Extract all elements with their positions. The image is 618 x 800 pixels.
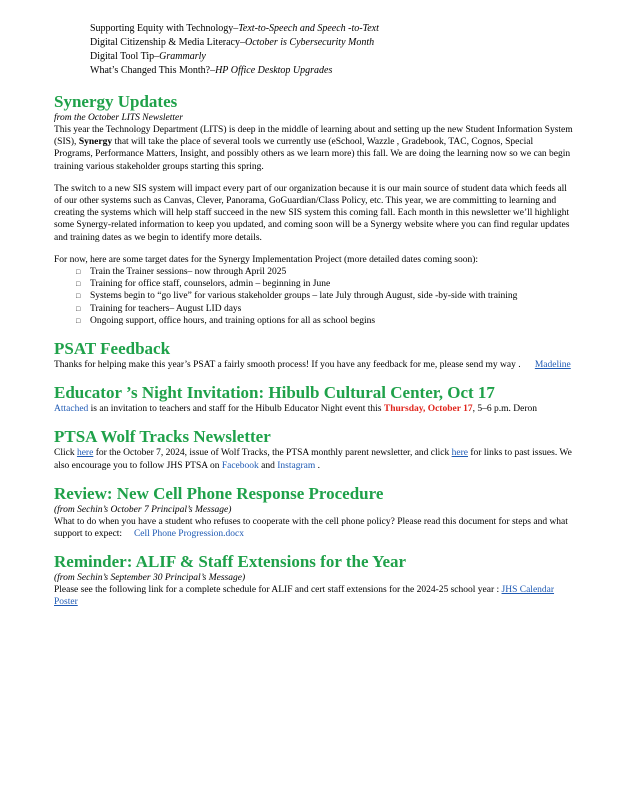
educator-night-text: Attached is an invitation to teachers and staff for the Hibulb Educator Night event this Thursday, October 17, 5–6 p.m. Deron [54,404,538,415]
facebook-link[interactable]: Facebook [221,460,259,471]
synergy-paragraph-2: The switch to a new SIS system will impact every part of our organization because it is our main source of student data which feeds all of our other systems such as Canvas, Clever, Panorama, GoGuardian/Class Policy, etc. This year, we are committing to learning and creating the systems which will help staff succeed in the new SIS system this coming fall. Each month in this newsletter we’ll highlight some Synergy-related information to keep you updated, and coming soon will be a Synergy website where you can find regular updates and training dates as we begin to identify more details. [54,183,570,243]
cell-phone-text: What to do when you have a student who refuses to cooperate with the cell phone policy? Please read this document for steps and what support to expect: Cell Phone Progression.docx [54,516,568,540]
list-item: □ Training for teachers– August LID days [76,303,574,315]
alif-text: Please see the following link for a complete schedule for ALIF and cert staff extensions for the 2024-25 school year : JHS Calendar Poster [54,585,555,608]
cell-phone-doc-link[interactable]: Cell Phone Progression.docx [133,529,244,540]
event-date: Thursday, October 17 [383,404,473,415]
cell-phone-section [54,484,574,540]
educator-night-heading: Educator ’s Night Invitation: Hibulb Cultural Center, Oct 17 [54,383,495,403]
alif-source: (from Sechin’s September 30 Principal’s Message) [54,573,246,584]
ptsa-text: Click here for the October 7, 2024, issue of Wolf Tracks, the PTSA monthly parent newsletter, and click here for links to past issues. We also encourage you to follow JHS PTSA on Facebook and Instagram . [54,448,572,471]
ptsa-heading: PTSA Wolf Tracks Newsletter [54,427,271,447]
list-item: □ Ongoing support, office hours, and training options for all as school begins [76,315,574,327]
toc-item[interactable]: What’s Changed This Month?–HP Office Desktop Upgrades [90,65,333,76]
toc-item[interactable]: Supporting Equity with Technology–Text-to-Speech and Speech -to-Text [90,23,379,34]
list-item: □ Systems begin to “go live” for various stakeholder groups – late July through August, side -by-side with training [76,290,574,302]
psat-text: Thanks for helping make this year’s PSAT a fairly smooth process! If you have any feedback for me, please send my way . Madeline [54,360,571,371]
synergy-paragraph-1: This year the Technology Department (LITS) is deep in the middle of learning about and setting up the new Student Information System (SIS), Synergy that will take the place of several tools we currently use (eSchool, Wazzle , Gradebook, TAC, Cognos, Special Programs, Performance Matters, Insight, and possibly others as we learn more) this fall. We are doing the learning now so we can begin training various stakeholder groups starting this spring. [54,125,573,172]
wolf-tracks-link[interactable]: here [76,448,94,459]
list-item: □ Train the Trainer sessions– now through April 2025 [76,266,574,278]
ptsa-section [54,427,574,471]
toc-item[interactable]: Digital Tool Tip–Grammarly [90,51,206,62]
synergy-section [54,92,574,327]
table-of-contents [90,22,574,78]
psat-section [54,339,574,371]
psat-heading: PSAT Feedback [54,339,171,359]
alif-heading: Reminder: ALIF & Staff Extensions for the Year [54,552,407,572]
newsletter-page [54,22,574,609]
synergy-date-list [54,266,574,327]
past-issues-link[interactable]: here [451,448,468,459]
calendar-poster-link[interactable]: JHS Calendar Poster [54,585,555,608]
madeline-link[interactable]: Madeline [534,360,571,371]
toc-item[interactable]: Digital Citizenship & Media Literacy–October is Cybersecurity Month [90,37,375,48]
synergy-heading: Synergy Updates [54,92,178,111]
instagram-link[interactable]: Instagram [277,460,316,471]
educator-night-section [54,383,574,415]
alif-section [54,552,574,608]
cell-phone-heading: Review: New Cell Phone Response Procedure [54,483,384,503]
attached-link[interactable]: Attached [54,404,89,415]
list-item: □ Training for office staff, counselors, admin – beginning in June [76,278,574,290]
synergy-paragraph-3: For now, here are some target dates for the Synergy Implementation Project (more detailed dates coming soon): [54,254,479,265]
synergy-source: from the October LITS Newsletter [54,113,183,123]
cell-phone-source: (from Sechin’s October 7 Principal’s Message) [54,504,232,515]
